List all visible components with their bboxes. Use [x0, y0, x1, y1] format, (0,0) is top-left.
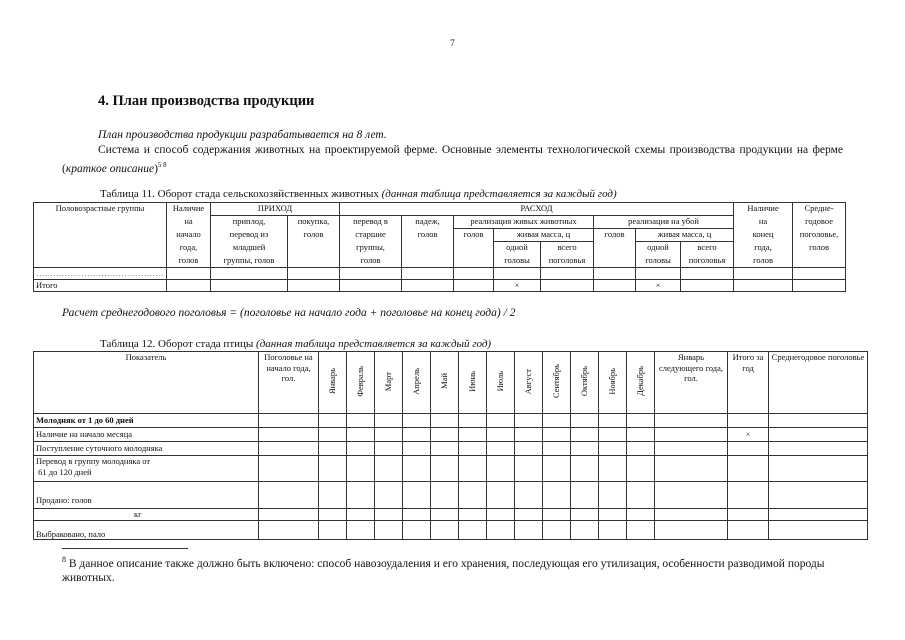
t11-h-groups: Половозрастные группы	[34, 203, 167, 216]
table11-caption-note: (данная таблица представляется за каждый год)	[381, 188, 617, 200]
t12-h-month-8: Август	[523, 368, 534, 394]
t12-row-start-month: Наличие на начало месяца	[34, 428, 259, 442]
t11-h-total-herd-s1: всего	[681, 242, 734, 255]
t12-h-month-1: Январь	[327, 368, 338, 395]
t12-h-month-12: Декабрь	[635, 366, 646, 397]
table11-caption	[100, 188, 617, 200]
t11-h-avg-2: годовое	[793, 216, 846, 229]
t12-h-month-3: Март	[383, 371, 394, 391]
t11-total-cross-slaughter: ×	[636, 280, 681, 292]
intro-paragraph-italic: краткое описание	[65, 162, 155, 175]
intro-paragraph-end: )	[154, 162, 158, 175]
t12-h-start: Поголовье на начало года, гол.	[259, 352, 319, 414]
t11-h-buy-1: покупка,	[288, 216, 340, 229]
t12-h-month-4: Апрель	[411, 367, 422, 395]
t11-h-one-head-2: головы	[494, 255, 541, 268]
table12-caption-title: Таблица 12. Оборот стада птицы	[100, 338, 257, 350]
t11-h-end-5: голов	[734, 255, 793, 268]
t12-row-sold-kg: кг	[34, 509, 259, 521]
t11-h-end-1: Наличие	[734, 203, 793, 216]
t12-h-month-2: Февраль	[355, 365, 366, 397]
t11-h-end-3: конец	[734, 229, 793, 242]
t11-h-start-3: начало	[167, 229, 211, 242]
t11-h-death-1: падеж,	[402, 216, 454, 229]
section-heading: 4. План производства продукции	[98, 93, 315, 109]
t12-row-sold-heads: Продано: голов	[36, 495, 92, 505]
table11	[33, 202, 846, 292]
t12-row-daily-chicks: Поступление суточного молодняка	[34, 442, 259, 456]
table12	[33, 351, 868, 540]
t11-h-birth-1: приплод,	[211, 216, 288, 229]
t11-h-expense: РАСХОД	[340, 203, 734, 216]
t12-h-indicator: Показатель	[34, 352, 259, 414]
intro-paragraph-text: Система и способ содержания животных на проектируемой ферме. Основные элементы технологической схемы производства продукции на ферме (	[62, 144, 843, 175]
t12-row-sold	[34, 482, 259, 509]
t11-h-one-head-s2: головы	[636, 255, 681, 268]
t11-h-avg-1: Средне-	[793, 203, 846, 216]
t11-row-blank	[34, 268, 167, 280]
t11-h-avg-4: голов	[793, 242, 846, 255]
t11-h-one-head-s1: одной	[636, 242, 681, 255]
footnote-refs: 5 8	[157, 160, 167, 169]
t11-total-cross-live: ×	[494, 280, 541, 292]
t11-h-live-mass: живая масса, ц	[494, 229, 594, 242]
t12-h-month-7: Июль	[495, 371, 506, 392]
footnote-separator	[62, 548, 188, 549]
t11-h-start-5: голов	[167, 255, 211, 268]
t11-h-start-2: на	[167, 216, 211, 229]
t11-h-start-4: года,	[167, 242, 211, 255]
t12-h-next-jan: Январь следующего года, гол.	[655, 352, 728, 414]
t11-h-buy-2: голов	[288, 229, 340, 242]
t11-h-end-2: на	[734, 216, 793, 229]
t12-h-month-9: Сентябрь	[551, 364, 562, 399]
t11-h-total-herd-2: поголовья	[541, 255, 594, 268]
t11-h-avg-3: поголовье,	[793, 229, 846, 242]
t11-h-transfer-4: голов	[340, 255, 402, 268]
t11-h-transfer-1: перевод в	[340, 216, 402, 229]
footnote-mark: 8	[62, 555, 66, 564]
t12-row-transfer-line1: Перевод в группу молодняка от	[36, 456, 151, 466]
intro-paragraph	[62, 143, 843, 176]
t12-h-month-10: Октябрь	[579, 366, 590, 397]
t12-h-month-6: Июнь	[467, 370, 478, 392]
t11-h-income: ПРИХОД	[211, 203, 340, 216]
table12-caption-note: (данная таблица представляется за каждый год)	[256, 338, 492, 350]
t12-h-month-5: Май	[439, 373, 450, 390]
t11-h-sale-heads: голов	[454, 229, 494, 242]
formula-text: Расчет среднегодового поголовья = (поголовье на начало года + поголовье на конец года) / 2	[62, 307, 516, 319]
intro-line: План производства продукции разрабатывается на 8 лет.	[98, 129, 387, 141]
t11-h-sale-slaughter: реализация на убой	[594, 216, 734, 229]
t11-h-start-1: Наличие	[167, 203, 211, 216]
t12-row-transfer	[34, 456, 259, 482]
t12-row-culled: Выбраковано, пало	[34, 521, 259, 540]
t11-row-total: Итого	[34, 280, 167, 292]
t11-h-sale-live: реализация живых животных	[454, 216, 594, 229]
t11-h-death-2: голов	[402, 229, 454, 242]
t11-row-blank-dots: ………………………………………	[36, 268, 164, 278]
t11-h-slaughter-mass: живая масса, ц	[636, 229, 734, 242]
t11-h-birth-2: перевод из	[211, 229, 288, 242]
t12-cross-year-total: ×	[728, 428, 769, 442]
t11-h-slaughter-heads: голов	[594, 229, 636, 242]
t11-h-birth-4: группы, голов	[211, 255, 288, 268]
footnote-text: В данное описание также должно быть включено: способ навозоудаления и его хранения, последующая его утилизация, особенности разводимой породы животных.	[62, 557, 825, 585]
t12-h-year-total: Итого за год	[728, 352, 769, 414]
t11-h-transfer-2: старшие	[340, 229, 402, 242]
table11-caption-title: Таблица 11. Оборот стада сельскохозяйственных животных	[100, 188, 382, 200]
t11-h-total-herd-1: всего	[541, 242, 594, 255]
page-number: 7	[450, 38, 455, 48]
t11-h-total-herd-s2: поголовья	[681, 255, 734, 268]
table12-caption	[100, 338, 491, 350]
t11-h-end-4: года,	[734, 242, 793, 255]
t12-row-young: Молодняк от 1 до 60 дней	[34, 414, 259, 428]
t11-h-birth-3: младшей	[211, 242, 288, 255]
t11-h-transfer-3: группы,	[340, 242, 402, 255]
footnote	[62, 553, 842, 586]
t12-h-month-11: Ноябрь	[607, 367, 618, 395]
t12-row-transfer-line2: 61 до 120 дней	[38, 466, 92, 477]
t12-h-avg: Среднегодовое поголовье	[769, 352, 868, 414]
t11-h-one-head-1: одной	[494, 242, 541, 255]
